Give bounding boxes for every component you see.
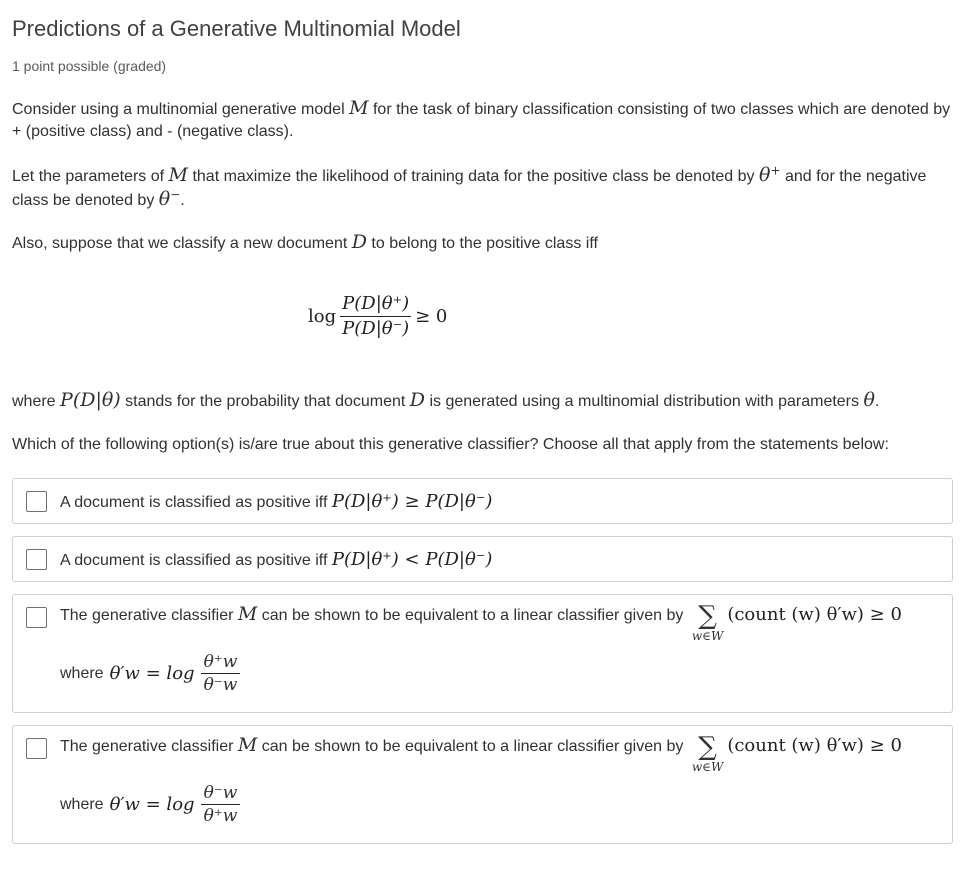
option-4-sum xyxy=(692,734,724,774)
params-text-a: Let the parameters of xyxy=(12,168,169,185)
plus-superscript: + xyxy=(770,163,781,178)
problem-title: Predictions of a Generative Multinomial Model xyxy=(12,16,461,41)
option-3-sum-body: (count (w) θ′w) ≥ 0 xyxy=(727,604,902,625)
minus-superscript: − xyxy=(170,187,181,202)
probability-paragraph xyxy=(12,389,955,413)
option-1-checkbox[interactable] xyxy=(26,491,47,512)
option-4-text-a: The generative classifier xyxy=(60,738,238,755)
sum-limit: w∈W xyxy=(691,629,724,643)
model-symbol: M xyxy=(237,603,258,625)
option-1-label xyxy=(60,491,492,512)
option-3-where xyxy=(60,651,240,696)
params-text-c: and for the negative class be denoted by xyxy=(12,168,927,209)
params-text-b: that maximize the likelihood of training data for the positive class be denoted by xyxy=(188,168,759,185)
where-denominator: θ⁻w xyxy=(203,675,238,695)
option-4-sum-body: (count (w) θ′w) ≥ 0 xyxy=(727,735,902,756)
option-4[interactable] xyxy=(12,725,953,844)
classify-text-a: Also, suppose that we classify a new document xyxy=(12,235,352,252)
sigma-symbol: ∑ xyxy=(698,732,717,762)
where-label: where xyxy=(60,664,104,682)
sigma-symbol: ∑ xyxy=(698,601,717,631)
option-3[interactable] xyxy=(12,594,953,713)
prob-text-b: stands for the probability that document xyxy=(120,393,410,410)
option-2[interactable] xyxy=(12,536,953,582)
probability-symbol: P(D|θ) xyxy=(60,389,121,411)
option-2-math: P(D|θ⁺) < P(D|θ⁻) xyxy=(331,549,493,570)
classify-paragraph xyxy=(12,231,955,255)
intro-paragraph xyxy=(12,97,955,143)
where-fraction xyxy=(201,782,241,827)
prob-text-a: where xyxy=(12,393,61,410)
eq-numerator: P(D|θ⁺) xyxy=(340,292,411,317)
theta-symbol: θ xyxy=(863,389,875,411)
option-2-text: A document is classified as positive iff xyxy=(60,552,332,569)
instruction-paragraph: Which of the following option(s) is/are true about this generative classifier? Choose all that apply from the statements below: xyxy=(12,436,889,453)
option-3-sum xyxy=(692,603,724,643)
option-1-text: A document is classified as positive iff xyxy=(60,494,332,511)
eq-denominator: P(D|θ⁻) xyxy=(342,318,410,339)
option-3-checkbox[interactable] xyxy=(26,607,47,628)
option-4-checkbox[interactable] xyxy=(26,738,47,759)
option-1[interactable] xyxy=(12,478,953,524)
where-denominator: θ⁺w xyxy=(203,806,238,826)
option-4-label xyxy=(60,734,902,774)
prob-text-d: . xyxy=(874,393,880,410)
decision-rule-equation xyxy=(308,292,447,341)
where-numerator: θ⁺w xyxy=(201,651,241,674)
theta-minus-symbol: θ xyxy=(158,188,171,210)
where-lhs: θ′w = log xyxy=(109,794,195,815)
parameters-paragraph xyxy=(12,164,955,212)
option-4-text-b: can be shown to be equivalent to a linear classifier given by xyxy=(257,738,688,755)
eq-fraction xyxy=(340,292,411,341)
where-numerator: θ⁻w xyxy=(201,782,241,805)
option-3-text-b: can be shown to be equivalent to a linear classifier given by xyxy=(257,607,688,624)
intro-text-b: for the task of binary classification consisting of two classes which are denoted by + (positive class) and - (negative class). xyxy=(12,101,951,140)
option-2-checkbox[interactable] xyxy=(26,549,47,570)
eq-rhs: ≥ 0 xyxy=(415,306,448,327)
params-text-d: . xyxy=(180,192,185,209)
prob-text-c: is generated using a multinomial distribution with parameters xyxy=(425,393,864,410)
classify-text-b: to belong to the positive class iff xyxy=(366,235,598,252)
intro-text-a: Consider using a multinomial generative model xyxy=(12,101,350,118)
where-label: where xyxy=(60,795,104,813)
where-fraction xyxy=(201,651,241,696)
option-1-math: P(D|θ⁺) ≥ P(D|θ⁻) xyxy=(331,491,493,512)
document-symbol: D xyxy=(351,231,367,253)
option-4-where xyxy=(60,782,240,827)
option-3-text-a: The generative classifier xyxy=(60,607,238,624)
theta-plus-symbol: θ xyxy=(759,164,771,186)
where-lhs: θ′w = log xyxy=(109,663,195,684)
model-symbol: M xyxy=(349,97,369,119)
model-symbol: M xyxy=(237,734,258,756)
points-label: 1 point possible (graded) xyxy=(12,58,167,74)
eq-log: log xyxy=(308,306,337,327)
sum-limit: w∈W xyxy=(691,760,724,774)
model-symbol: M xyxy=(168,164,188,186)
option-2-label xyxy=(60,549,492,570)
document-symbol: D xyxy=(409,389,426,411)
option-3-label xyxy=(60,603,902,643)
